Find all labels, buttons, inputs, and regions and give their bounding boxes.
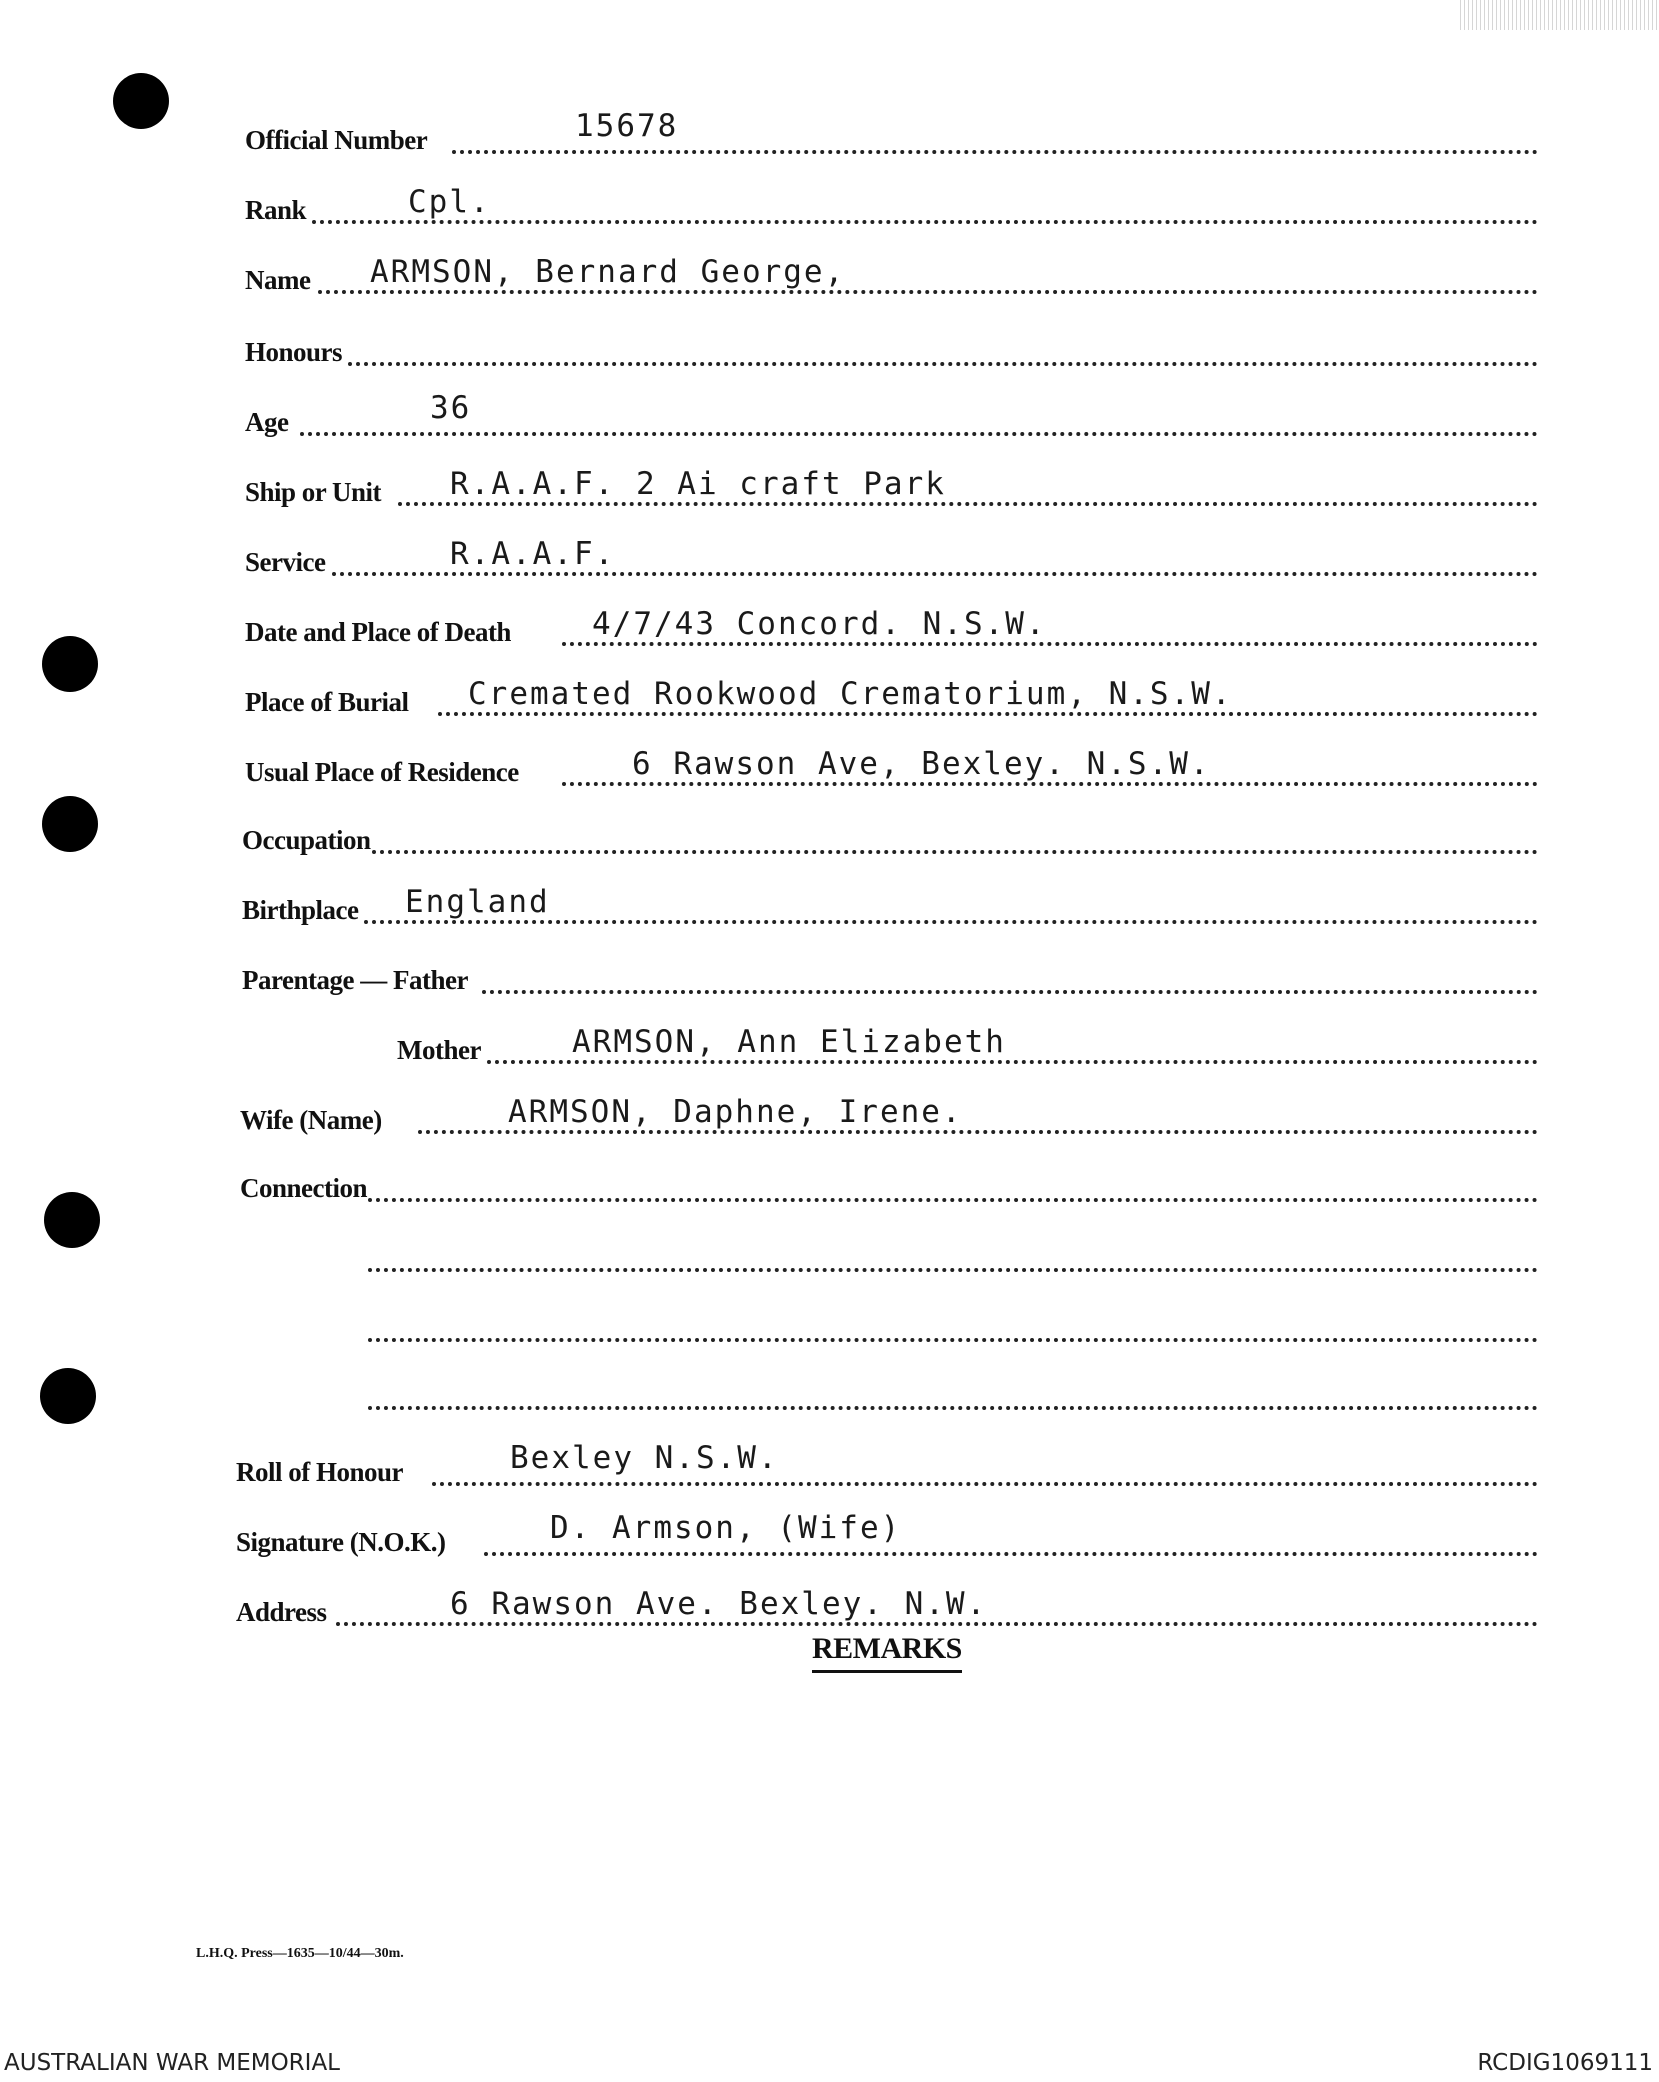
value-official-number: 15678 bbox=[575, 108, 679, 144]
row-name bbox=[0, 254, 1659, 298]
label-roll-of-honour: Roll of Honour bbox=[236, 1457, 404, 1487]
dotted-line bbox=[432, 1482, 1538, 1486]
label-rank: Rank bbox=[245, 195, 307, 225]
value-age: 36 bbox=[430, 390, 472, 426]
row-place-of-burial bbox=[0, 676, 1659, 720]
dotted-line bbox=[438, 712, 1538, 716]
value-service: R.A.A.F. bbox=[450, 536, 616, 572]
label-service: Service bbox=[245, 547, 326, 577]
row-mother bbox=[0, 1024, 1659, 1068]
dotted-line bbox=[482, 990, 1538, 994]
dotted-line bbox=[364, 920, 1538, 924]
dotted-line bbox=[332, 572, 1538, 576]
row-ship-or-unit bbox=[0, 466, 1659, 510]
value-address: 6 Rawson Ave. Bexley. N.W. bbox=[450, 1586, 988, 1622]
dotted-line bbox=[368, 1198, 1538, 1202]
label-honours: Honours bbox=[245, 337, 343, 367]
row-connection-blank-3 bbox=[0, 1374, 1659, 1414]
value-usual-residence: 6 Rawson Ave, Bexley. N.S.W. bbox=[632, 746, 1211, 782]
label-name: Name bbox=[245, 265, 311, 295]
label-ship-or-unit: Ship or Unit bbox=[245, 477, 382, 507]
dotted-line bbox=[336, 1622, 1538, 1626]
dotted-line bbox=[418, 1130, 1538, 1134]
value-signature: D. Armson, (Wife) bbox=[550, 1510, 902, 1546]
row-official-number bbox=[0, 108, 1659, 158]
dotted-line bbox=[368, 1406, 1538, 1410]
label-birthplace: Birthplace bbox=[242, 895, 359, 925]
value-date-place-death: 4/7/43 Concord. N.S.W. bbox=[592, 606, 1047, 642]
printer-note: L.H.Q. Press—1635—10/44—30m. bbox=[196, 1946, 404, 1961]
row-connection bbox=[0, 1166, 1659, 1206]
label-parentage-father: Parentage — Father bbox=[242, 965, 468, 995]
label-connection: Connection bbox=[240, 1173, 368, 1203]
row-service bbox=[0, 536, 1659, 580]
label-address: Address bbox=[236, 1597, 327, 1627]
dotted-line bbox=[372, 850, 1538, 854]
row-signature bbox=[0, 1510, 1659, 1560]
footer-right: RCDIG1069111 bbox=[1477, 2050, 1653, 2076]
label-age: Age bbox=[245, 407, 289, 437]
dotted-line bbox=[398, 502, 1538, 506]
remarks-heading: REMARKS bbox=[812, 1632, 962, 1673]
label-wife: Wife (Name) bbox=[240, 1105, 382, 1135]
row-roll-of-honour bbox=[0, 1440, 1659, 1490]
row-age bbox=[0, 390, 1659, 440]
value-ship-or-unit: R.A.A.F. 2 Ai craft Park bbox=[450, 466, 946, 502]
value-rank: Cpl. bbox=[408, 184, 491, 220]
dotted-line bbox=[484, 1552, 1538, 1556]
dotted-line bbox=[318, 290, 1538, 294]
dotted-line bbox=[300, 432, 1538, 436]
dotted-line bbox=[368, 1338, 1538, 1342]
label-occupation: Occupation bbox=[242, 825, 371, 855]
label-usual-residence: Usual Place of Residence bbox=[245, 757, 519, 787]
row-usual-residence bbox=[0, 746, 1659, 790]
row-parentage-father bbox=[0, 958, 1659, 998]
dotted-line bbox=[487, 1060, 1538, 1064]
row-connection-blank-1 bbox=[0, 1236, 1659, 1276]
row-address bbox=[0, 1586, 1659, 1630]
label-signature: Signature (N.O.K.) bbox=[236, 1527, 446, 1557]
label-mother: Mother bbox=[397, 1035, 481, 1065]
dotted-line bbox=[348, 362, 1538, 366]
label-date-place-death: Date and Place of Death bbox=[245, 617, 511, 647]
row-date-place-death bbox=[0, 606, 1659, 650]
value-roll-of-honour: Bexley N.S.W. bbox=[510, 1440, 779, 1476]
dotted-line bbox=[368, 1268, 1538, 1272]
label-place-of-burial: Place of Burial bbox=[245, 687, 409, 717]
row-birthplace bbox=[0, 884, 1659, 928]
dotted-line bbox=[562, 642, 1538, 646]
dotted-line bbox=[312, 220, 1538, 224]
dotted-line bbox=[452, 150, 1538, 154]
row-rank bbox=[0, 184, 1659, 228]
row-occupation bbox=[0, 818, 1659, 858]
row-wife bbox=[0, 1094, 1659, 1138]
footer-left: AUSTRALIAN WAR MEMORIAL bbox=[4, 2050, 340, 2076]
label-official-number: Official Number bbox=[245, 125, 428, 155]
scan-noise bbox=[1460, 0, 1659, 30]
dotted-line bbox=[562, 782, 1538, 786]
value-name: ARMSON, Bernard George, bbox=[370, 254, 846, 290]
value-birthplace: England bbox=[405, 884, 550, 920]
value-wife: ARMSON, Daphne, Irene. bbox=[508, 1094, 963, 1130]
value-place-of-burial: Cremated Rookwood Crematorium, N.S.W. bbox=[468, 676, 1233, 712]
row-connection-blank-2 bbox=[0, 1306, 1659, 1346]
value-mother: ARMSON, Ann Elizabeth bbox=[572, 1024, 1006, 1060]
row-honours bbox=[0, 330, 1659, 370]
